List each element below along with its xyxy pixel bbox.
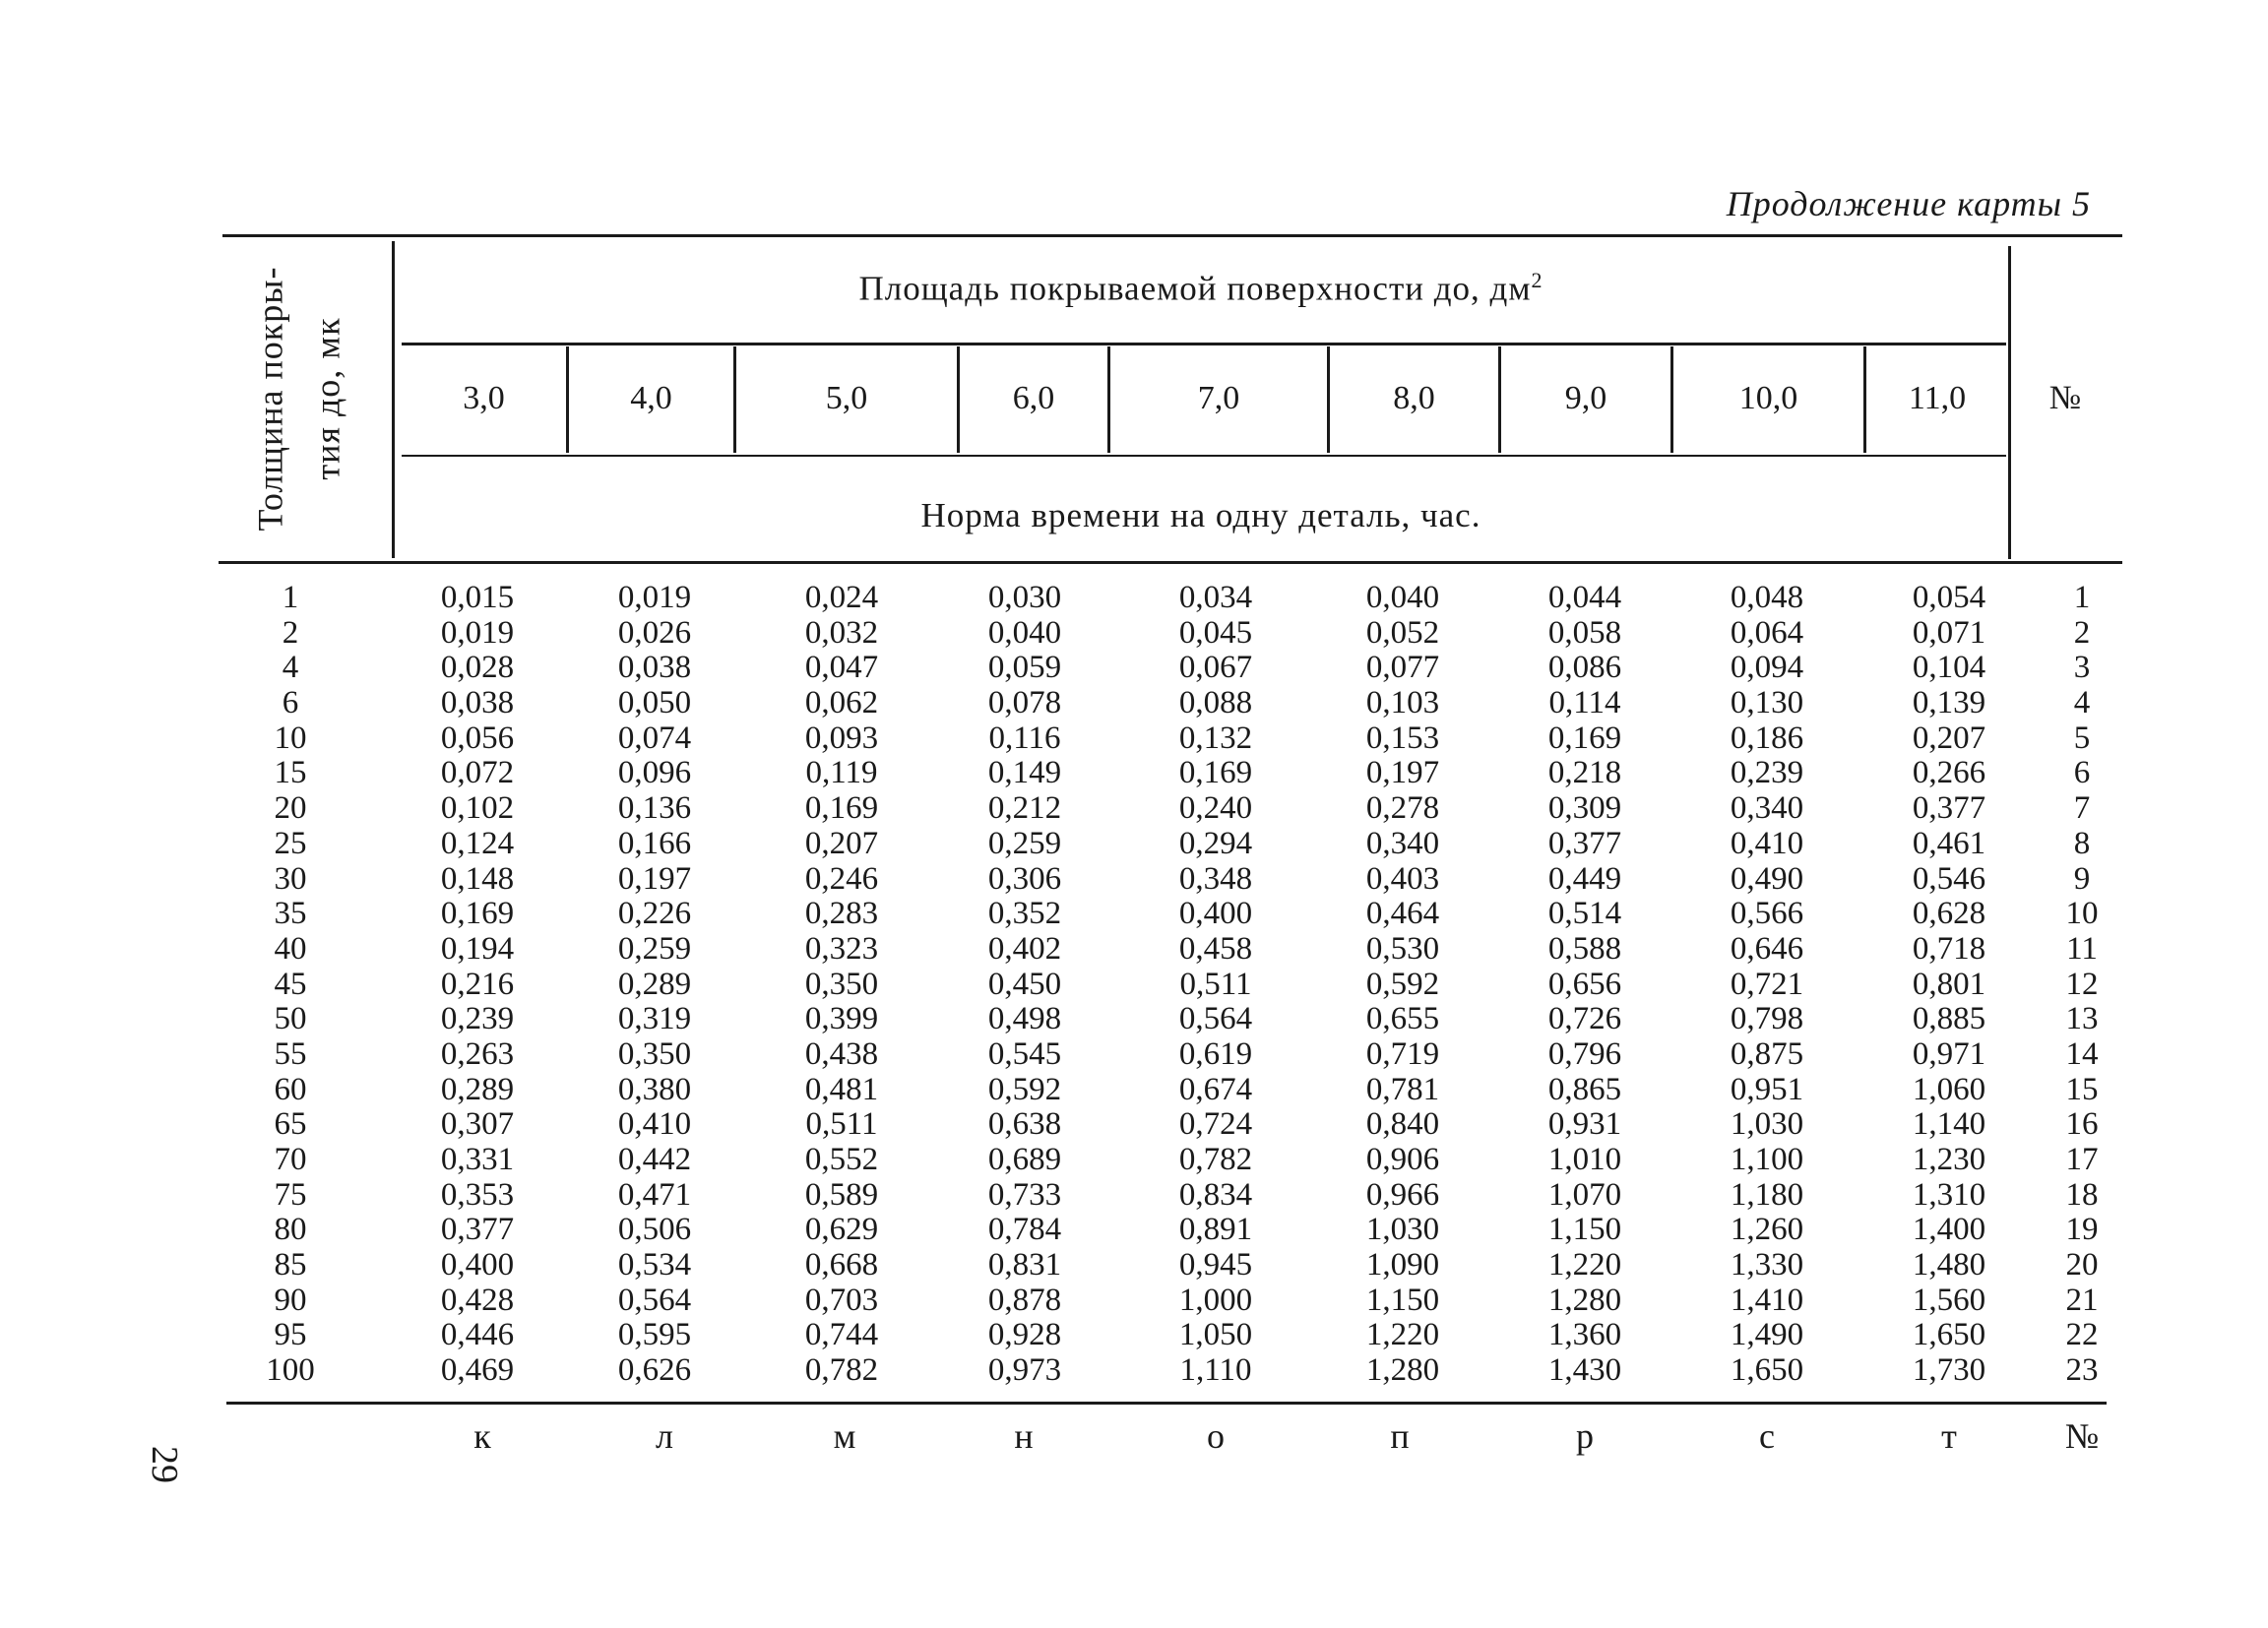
time-norm-cell: 0,353 <box>440 1176 515 1213</box>
time-norm-cell: 0,885 <box>1912 1001 1986 1037</box>
time-norm-cell: 1,480 <box>1912 1247 1986 1284</box>
time-norm-cell: 0,169 <box>1547 720 1622 756</box>
time-norm-cell: 0,088 <box>1178 685 1253 721</box>
time-norm-cell: 0,400 <box>1178 896 1253 932</box>
row-number-cell: 8 <box>2073 825 2091 861</box>
area-6: 6,0 <box>1012 380 1055 416</box>
time-norm-cell: 0,588 <box>1547 930 1622 967</box>
time-norm-cell: 0,469 <box>440 1352 515 1389</box>
thickness-cell: 95 <box>274 1317 307 1353</box>
time-norm-cell: 0,024 <box>804 580 879 615</box>
time-norm-cell: 0,052 <box>1365 614 1440 651</box>
time-norm-cell: 0,058 <box>1547 614 1622 651</box>
time-norm-cell: 1,000 <box>1178 1282 1253 1318</box>
time-norm-cell: 0,056 <box>440 720 515 756</box>
thickness-cell: 85 <box>274 1247 307 1284</box>
time-norm-cell: 0,403 <box>1365 860 1440 897</box>
time-norm-cell: 0,428 <box>440 1282 515 1318</box>
time-norm-cell: 0,646 <box>1730 930 1804 967</box>
time-norm-cell: 1,730 <box>1912 1352 1986 1389</box>
time-norm-cell: 0,552 <box>804 1142 879 1177</box>
time-norm-cell: 0,086 <box>1547 650 1622 686</box>
time-norm-cell: 0,449 <box>1547 860 1622 897</box>
time-norm-cell: 1,400 <box>1912 1212 1986 1248</box>
time-norm-cell: 0,928 <box>987 1317 1062 1353</box>
time-norm-cell: 0,263 <box>440 1035 515 1072</box>
values-column-o <box>1152 581 1280 1389</box>
time-norm-cell: 0,511 <box>805 1106 878 1143</box>
time-norm-cell: 0,878 <box>987 1282 1062 1318</box>
time-norm-cell: 0,350 <box>617 1035 692 1072</box>
time-norm-cell: 0,628 <box>1912 896 1986 932</box>
area-label: Площадь покрываемой поверхности до, дм <box>858 269 1532 308</box>
row-number-cell: 4 <box>2073 685 2091 721</box>
time-norm-cell: 0,674 <box>1178 1071 1253 1107</box>
time-norm-cell: 0,840 <box>1365 1106 1440 1143</box>
footer-letter-p: п <box>1390 1416 1410 1456</box>
time-norm-cell: 0,438 <box>804 1035 879 1072</box>
thickness-cell: 100 <box>266 1352 315 1389</box>
time-norm-cell: 1,220 <box>1365 1317 1440 1353</box>
area-10: 10,0 <box>1738 380 1798 416</box>
time-norm-cell: 0,564 <box>1178 1001 1253 1037</box>
time-norm-cell: 0,148 <box>440 860 515 897</box>
time-norm-cell: 0,514 <box>1547 896 1622 932</box>
thickness-cell: 65 <box>274 1106 307 1143</box>
area-4: 4,0 <box>630 380 672 416</box>
time-norm-cell: 0,377 <box>440 1212 515 1248</box>
time-norm-cell: 0,546 <box>1912 860 1986 897</box>
time-norm-cell: 0,019 <box>440 614 515 651</box>
time-norm-cell: 0,266 <box>1912 755 1986 791</box>
time-norm-cell: 0,186 <box>1730 720 1804 756</box>
thickness-cell: 10 <box>274 720 307 756</box>
time-norm-cell: 0,377 <box>1547 825 1622 861</box>
time-norm-cell: 0,132 <box>1178 720 1253 756</box>
top-rule <box>222 234 2122 237</box>
time-norm-cell: 0,047 <box>804 650 879 686</box>
time-norm-cell: 1,410 <box>1730 1282 1804 1318</box>
header-bottom-rule <box>219 561 2122 564</box>
time-norm-cell: 0,283 <box>804 896 879 932</box>
area-7: 7,0 <box>1197 380 1240 416</box>
time-norm-cell: 0,124 <box>440 825 515 861</box>
time-norm-cell: 0,744 <box>804 1317 879 1353</box>
row-number-cell: 23 <box>2065 1352 2099 1389</box>
time-norm-cell: 1,010 <box>1547 1142 1622 1177</box>
time-norm-cell: 1,110 <box>1179 1352 1252 1389</box>
time-norm-cell: 0,906 <box>1365 1142 1440 1177</box>
thickness-column <box>246 581 335 1389</box>
thickness-cell: 20 <box>274 790 307 827</box>
time-norm-cell: 0,212 <box>987 790 1062 827</box>
time-norm-cell: 0,784 <box>987 1212 1062 1248</box>
time-norm-cell: 0,973 <box>987 1352 1062 1389</box>
time-norm-cell: 1,180 <box>1730 1176 1804 1213</box>
time-norm-cell: 1,070 <box>1547 1176 1622 1213</box>
thickness-cell: 15 <box>274 755 307 791</box>
area-5: 5,0 <box>825 380 868 416</box>
time-norm-cell: 0,278 <box>1365 790 1440 827</box>
area-8: 8,0 <box>1393 380 1435 416</box>
row-number-cell: 3 <box>2073 650 2091 686</box>
time-norm-cell: 0,028 <box>440 650 515 686</box>
time-norm-cell: 0,782 <box>804 1352 879 1389</box>
values-column-r <box>1521 581 1649 1389</box>
time-norm-cell: 0,074 <box>617 720 692 756</box>
time-norm-cell: 0,891 <box>1178 1212 1253 1248</box>
time-norm-cell: 0,067 <box>1178 650 1253 686</box>
time-norm-cell: 1,140 <box>1912 1106 1986 1143</box>
time-norm-cell: 1,650 <box>1912 1317 1986 1353</box>
time-norm-cell: 0,064 <box>1730 614 1804 651</box>
footer-letter-t: т <box>1941 1416 1957 1456</box>
footer-letter-s: с <box>1759 1416 1775 1456</box>
time-norm-cell: 0,077 <box>1365 650 1440 686</box>
time-norm-cell: 0,724 <box>1178 1106 1253 1143</box>
time-norm-cell: 0,506 <box>617 1212 692 1248</box>
footer-number-label: № <box>2064 1416 2100 1456</box>
time-norm-cell: 0,951 <box>1730 1071 1804 1107</box>
time-norm-cell: 0,592 <box>987 1071 1062 1107</box>
time-norm-cell: 0,216 <box>440 966 515 1002</box>
time-norm-cell: 0,130 <box>1730 685 1804 721</box>
time-norm-cell: 0,402 <box>987 930 1062 967</box>
row-number-cell: 13 <box>2065 1001 2099 1037</box>
caption: Продолжение карты 5 <box>1726 184 2091 223</box>
time-norm-cell: 0,078 <box>987 685 1062 721</box>
time-norm-cell: 0,530 <box>1365 930 1440 967</box>
row-number-cell: 19 <box>2065 1212 2099 1248</box>
row-number-cell: 10 <box>2065 896 2099 932</box>
time-norm-cell: 0,166 <box>617 825 692 861</box>
values-column-m <box>778 581 906 1389</box>
time-norm-cell: 0,197 <box>1365 755 1440 791</box>
time-norm-cell: 1,260 <box>1730 1212 1804 1248</box>
time-norm-cell: 0,945 <box>1178 1247 1253 1284</box>
time-norm-cell: 0,689 <box>987 1142 1062 1177</box>
row-number-cell: 16 <box>2065 1106 2099 1143</box>
time-norm-cell: 0,114 <box>1548 685 1621 721</box>
row-number-cell: 9 <box>2073 860 2091 897</box>
time-norm-cell: 1,030 <box>1365 1212 1440 1248</box>
time-norm-cell: 0,592 <box>1365 966 1440 1002</box>
thickness-header <box>224 241 372 556</box>
row-number-cell: 12 <box>2065 966 2099 1002</box>
time-norm-cell: 0,534 <box>617 1247 692 1284</box>
time-norm-cell: 0,289 <box>617 966 692 1002</box>
time-norm-cell: 0,831 <box>987 1247 1062 1284</box>
time-norm-cell: 0,169 <box>440 896 515 932</box>
thickness-cell: 35 <box>274 896 307 932</box>
time-norm-cell: 0,971 <box>1912 1035 1986 1072</box>
time-norm-cell: 1,360 <box>1547 1317 1622 1353</box>
time-norm-cell: 0,307 <box>440 1106 515 1143</box>
time-norm-cell: 0,139 <box>1912 685 1986 721</box>
time-norm-cell: 1,150 <box>1547 1212 1622 1248</box>
time-norm-cell: 0,104 <box>1912 650 1986 686</box>
footer-letter-k: к <box>473 1416 491 1456</box>
time-norm-cell: 0,259 <box>617 930 692 967</box>
time-norm-cell: 0,040 <box>1365 580 1440 615</box>
time-norm-cell: 0,461 <box>1912 825 1986 861</box>
time-norm-cell: 0,629 <box>804 1212 879 1248</box>
time-norm-cell: 0,306 <box>987 860 1062 897</box>
row-number-cell: 20 <box>2065 1247 2099 1284</box>
time-norm-cell: 0,566 <box>1730 896 1804 932</box>
thickness-cell: 80 <box>274 1212 307 1248</box>
thickness-cell: 50 <box>274 1001 307 1037</box>
time-norm-cell: 0,931 <box>1547 1106 1622 1143</box>
time-norm-cell: 0,239 <box>440 1001 515 1037</box>
time-norm-cell: 0,149 <box>987 755 1062 791</box>
time-norm-cell: 0,319 <box>617 1001 692 1037</box>
row-number-cell: 6 <box>2073 755 2091 791</box>
time-norm-cell: 0,733 <box>987 1176 1062 1213</box>
time-norm-cell: 0,207 <box>804 825 879 861</box>
thickness-cell: 30 <box>274 860 307 897</box>
time-norm-cell: 0,096 <box>617 755 692 791</box>
time-norm-cell: 0,044 <box>1547 580 1622 615</box>
area-3: 3,0 <box>463 380 505 416</box>
time-norm-cell: 0,239 <box>1730 755 1804 791</box>
row-number-cell: 11 <box>2066 930 2098 967</box>
row-number-cell: 2 <box>2073 614 2091 651</box>
row-number-cell: 1 <box>2073 580 2091 615</box>
time-norm-cell: 0,865 <box>1547 1071 1622 1107</box>
time-norm-cell: 0,442 <box>617 1142 692 1177</box>
thickness-cell: 6 <box>282 685 299 721</box>
values-column-l <box>591 581 719 1389</box>
time-norm-cell: 0,116 <box>988 720 1061 756</box>
time-norm-cell: 0,059 <box>987 650 1062 686</box>
time-norm-cell: 1,100 <box>1730 1142 1804 1177</box>
time-norm-cell: 0,490 <box>1730 860 1804 897</box>
footer-letter-n: н <box>1014 1416 1034 1456</box>
time-norm-cell: 1,330 <box>1730 1247 1804 1284</box>
row-number-cell: 14 <box>2065 1035 2099 1072</box>
time-norm-cell: 1,430 <box>1547 1352 1622 1389</box>
time-norm-cell: 1,280 <box>1547 1282 1622 1318</box>
time-norm-cell: 0,045 <box>1178 614 1253 651</box>
time-norm-cell: 0,030 <box>987 580 1062 615</box>
time-norm-cell: 0,331 <box>440 1142 515 1177</box>
thickness-cell: 75 <box>274 1176 307 1213</box>
time-norm-cell: 0,464 <box>1365 896 1440 932</box>
footer-letter-l: л <box>656 1416 673 1456</box>
thickness-cell: 40 <box>274 930 307 967</box>
time-norm-cell: 0,595 <box>617 1317 692 1353</box>
row-number-cell: 18 <box>2065 1176 2099 1213</box>
time-norm-cell: 0,038 <box>440 685 515 721</box>
time-norm-cell: 0,564 <box>617 1282 692 1318</box>
values-column-p <box>1339 581 1467 1389</box>
time-norm-cell: 0,289 <box>440 1071 515 1107</box>
thickness-cell: 60 <box>274 1071 307 1107</box>
thickness-label-line1: Толщина покры- <box>250 266 289 532</box>
time-norm-cell: 0,019 <box>617 580 692 615</box>
time-norm-cell: 0,032 <box>804 614 879 651</box>
time-norm-cell: 0,119 <box>805 755 878 791</box>
time-norm-cell: 0,340 <box>1730 790 1804 827</box>
footer-letter-o: о <box>1207 1416 1225 1456</box>
time-norm-cell: 0,966 <box>1365 1176 1440 1213</box>
time-norm-cell: 0,169 <box>1178 755 1253 791</box>
area-sub-rule <box>402 343 2006 345</box>
values-column-k <box>413 581 541 1389</box>
page-number: 29 <box>144 1446 185 1483</box>
time-norm-cell: 0,796 <box>1547 1035 1622 1072</box>
time-norm-cell: 0,380 <box>617 1071 692 1107</box>
time-norm-cell: 0,072 <box>440 755 515 791</box>
row-number-cell: 17 <box>2065 1142 2099 1177</box>
thickness-cell: 55 <box>274 1035 307 1072</box>
number-header: № <box>2048 380 2082 416</box>
time-norm-cell: 0,638 <box>987 1106 1062 1143</box>
time-norm-cell: 0,410 <box>1730 825 1804 861</box>
time-norm-cell: 0,458 <box>1178 930 1253 967</box>
row-number-cell: 21 <box>2065 1282 2099 1318</box>
time-norm-cell: 0,446 <box>440 1317 515 1353</box>
time-norm-cell: 1,650 <box>1730 1352 1804 1389</box>
time-norm-cell: 0,718 <box>1912 930 1986 967</box>
time-norm-cell: 0,048 <box>1730 580 1804 615</box>
time-norm-cell: 0,545 <box>987 1035 1062 1072</box>
time-norm-cell: 0,511 <box>1179 966 1252 1002</box>
time-norm-cell: 1,050 <box>1178 1317 1253 1353</box>
thickness-cell: 45 <box>274 966 307 1002</box>
time-norm-cell: 1,060 <box>1912 1071 1986 1107</box>
time-norm-cell: 0,034 <box>1178 580 1253 615</box>
thickness-cell: 70 <box>274 1142 307 1177</box>
area-unit-superscript: 2 <box>1531 268 1544 292</box>
time-norm-cell: 0,240 <box>1178 790 1253 827</box>
time-norm-cell: 0,410 <box>617 1106 692 1143</box>
thickness-cell: 90 <box>274 1282 307 1318</box>
norm-header: Норма времени на одну деталь, час. <box>920 496 1481 534</box>
time-norm-cell: 0,197 <box>617 860 692 897</box>
row-number-cell: 7 <box>2073 790 2091 827</box>
time-norm-cell: 0,093 <box>804 720 879 756</box>
time-norm-cell: 0,589 <box>804 1176 879 1213</box>
time-norm-cell: 0,377 <box>1912 790 1986 827</box>
time-norm-cell: 0,054 <box>1912 580 1986 615</box>
time-norm-cell: 0,226 <box>617 896 692 932</box>
row-number-column <box>2048 581 2116 1389</box>
time-norm-cell: 0,038 <box>617 650 692 686</box>
time-norm-cell: 1,030 <box>1730 1106 1804 1143</box>
time-norm-cell: 1,150 <box>1365 1282 1440 1318</box>
time-norm-cell: 0,450 <box>987 966 1062 1002</box>
time-norm-cell: 0,136 <box>617 790 692 827</box>
footer-letter-r: р <box>1576 1416 1594 1456</box>
time-norm-cell: 0,875 <box>1730 1035 1804 1072</box>
time-norm-cell: 0,498 <box>987 1001 1062 1037</box>
time-norm-cell: 0,399 <box>804 1001 879 1037</box>
time-norm-cell: 0,626 <box>617 1352 692 1389</box>
time-norm-cell: 0,352 <box>987 896 1062 932</box>
time-norm-cell: 0,798 <box>1730 1001 1804 1037</box>
time-norm-cell: 0,309 <box>1547 790 1622 827</box>
row-number-cell: 5 <box>2073 720 2091 756</box>
time-norm-cell: 0,050 <box>617 685 692 721</box>
time-norm-cell: 0,094 <box>1730 650 1804 686</box>
time-norm-cell: 0,103 <box>1365 685 1440 721</box>
time-norm-cell: 0,194 <box>440 930 515 967</box>
time-norm-cell: 0,481 <box>804 1071 879 1107</box>
time-norm-cell: 0,719 <box>1365 1035 1440 1072</box>
time-norm-cell: 0,218 <box>1547 755 1622 791</box>
time-norm-cell: 1,280 <box>1365 1352 1440 1389</box>
thickness-cell: 25 <box>274 825 307 861</box>
time-norm-cell: 0,721 <box>1730 966 1804 1002</box>
time-norm-cell: 0,703 <box>804 1282 879 1318</box>
time-norm-cell: 1,490 <box>1730 1317 1804 1353</box>
time-norm-cell: 0,153 <box>1365 720 1440 756</box>
values-column-s <box>1703 581 1831 1389</box>
time-norm-cell: 0,471 <box>617 1176 692 1213</box>
time-norm-cell: 0,294 <box>1178 825 1253 861</box>
thickness-label-line2: тия до, мк <box>307 317 346 480</box>
time-norm-cell: 0,656 <box>1547 966 1622 1002</box>
time-norm-cell: 0,350 <box>804 966 879 1002</box>
time-norm-cell: 0,726 <box>1547 1001 1622 1037</box>
time-norm-cell: 0,246 <box>804 860 879 897</box>
time-norm-cell: 1,220 <box>1547 1247 1622 1284</box>
thickness-cell: 2 <box>282 614 299 651</box>
time-norm-cell: 0,834 <box>1178 1176 1253 1213</box>
time-norm-cell: 0,169 <box>804 790 879 827</box>
time-norm-cell: 0,801 <box>1912 966 1986 1002</box>
time-norm-cell: 0,781 <box>1365 1071 1440 1107</box>
time-norm-cell: 0,400 <box>440 1247 515 1284</box>
values-column-t <box>1885 581 2013 1389</box>
time-norm-cell: 0,026 <box>617 614 692 651</box>
time-norm-cell: 0,668 <box>804 1247 879 1284</box>
area-bottom-rule <box>402 455 2006 457</box>
area-9: 9,0 <box>1564 380 1607 416</box>
time-norm-cell: 0,040 <box>987 614 1062 651</box>
time-norm-cell: 0,015 <box>440 580 515 615</box>
time-norm-cell: 0,655 <box>1365 1001 1440 1037</box>
time-norm-cell: 0,207 <box>1912 720 1986 756</box>
time-norm-cell: 0,062 <box>804 685 879 721</box>
time-norm-cell: 0,071 <box>1912 614 1986 651</box>
area-header <box>394 268 2008 309</box>
time-norm-cell: 1,090 <box>1365 1247 1440 1284</box>
time-norm-cell: 0,323 <box>804 930 879 967</box>
values-column-n <box>961 581 1089 1389</box>
time-norm-cell: 0,348 <box>1178 860 1253 897</box>
time-norm-cell: 0,782 <box>1178 1142 1253 1177</box>
thickness-cell: 1 <box>282 580 299 615</box>
area-11: 11,0 <box>1908 380 1967 416</box>
time-norm-cell: 0,259 <box>987 825 1062 861</box>
time-norm-cell: 0,340 <box>1365 825 1440 861</box>
footer-letter-m: м <box>833 1416 856 1456</box>
time-norm-cell: 1,560 <box>1912 1282 1986 1318</box>
time-norm-cell: 0,619 <box>1178 1035 1253 1072</box>
row-number-cell: 15 <box>2065 1071 2099 1107</box>
time-norm-cell: 0,102 <box>440 790 515 827</box>
thickness-cell: 4 <box>282 650 299 686</box>
row-number-cell: 22 <box>2065 1317 2099 1353</box>
body-bottom-rule <box>226 1402 2107 1405</box>
time-norm-cell: 1,230 <box>1912 1142 1986 1177</box>
time-norm-cell: 1,310 <box>1912 1176 1986 1213</box>
